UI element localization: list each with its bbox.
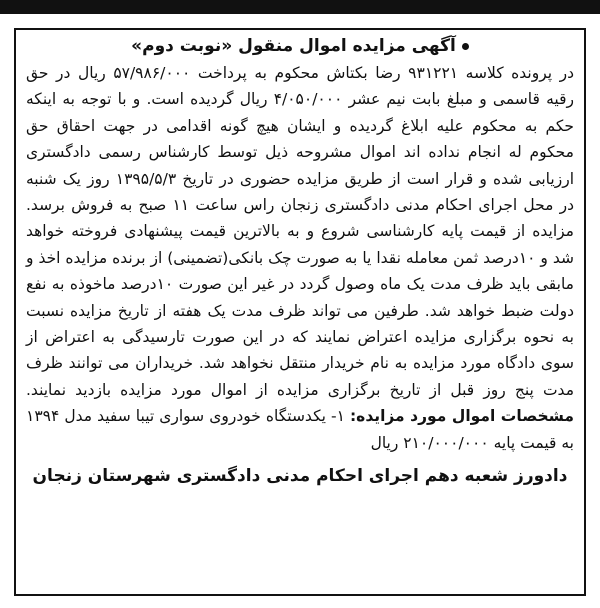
items-heading: مشخصات اموال مورد مزایده: bbox=[349, 407, 575, 426]
bullet-icon bbox=[462, 43, 469, 50]
notice-body-text: در پرونده کلاسه ۹۳۱۲۲۱ رضا بکتاش محکوم به پرداخت ۵۷/۹۸۶/۰۰۰ ریال در حق رقیه قاسمی و مبلغ بابت نیم عشر ۴/۰۵۰/۰۰۰ ریال گردیده است. و با توجه به اینکه حکم به محکوم علیه ابلاغ گردیده و ایشان هیچ گونه اقدامی در جهت احقاق حق محکوم له انجام نداده اند اموال مشروحه ذیل توسط کارشناس رسمی دادگستری ارزیابی شده و قرار است از طریق مزایده حضوری در تاریخ ۱۳۹۵/۵/۳ روز یک شنبه در محل اجرای احکام مدنی دادگستری زنجان راس ساعت ۱۱ صبح به فروش برسد. مزایده از قیمت پایه کارشناسی شروع و به بالاترین قیمت پیشنهادی فروخته خواهد شد و ۱۰درصد ثمن معامله نقدا یا به صورت چک بانکی(تضمینی) از برنده مزایده اخذ و مابقی باید ظرف مدت یک ماه وصول گردد در غیر این صورت ۱۰درصد ماخوذه به نفع دولت ضبط خواهد شد. طرفین می تواند ظرف مدت یک هفته از تاریخ مزایده نسبت به نحوه برگزاری مزایده اعتراض نمایند که در این صورت تارسیدگی به اعتراض از سوی دادگاه مورد مزایده به نام خریدار منتقل نخواهد شد. خریداران می توانند ظرف مدت پنج روز قبل از تاریخ برگزاری مزایده از اموال مورد مزایده بازدید نمایند. bbox=[26, 64, 574, 399]
auction-notice bbox=[14, 28, 586, 596]
notice-footer: دادورز شعبه دهم اجرای احکام مدنی دادگستری شهرستان زنجان bbox=[32, 466, 568, 487]
top-border-bar bbox=[0, 0, 600, 14]
notice-body bbox=[26, 60, 574, 456]
items-text: ۱- یکدستگاه خودروی سواری تیبا سفید مدل ۱۳۹۴ به قیمت پایه ۲۱۰/۰۰۰/۰۰۰ ریال bbox=[26, 407, 574, 452]
notice-title: آگهی مزایده اموال منقول «نوبت دوم» bbox=[131, 36, 456, 56]
notice-title-row bbox=[26, 34, 574, 60]
